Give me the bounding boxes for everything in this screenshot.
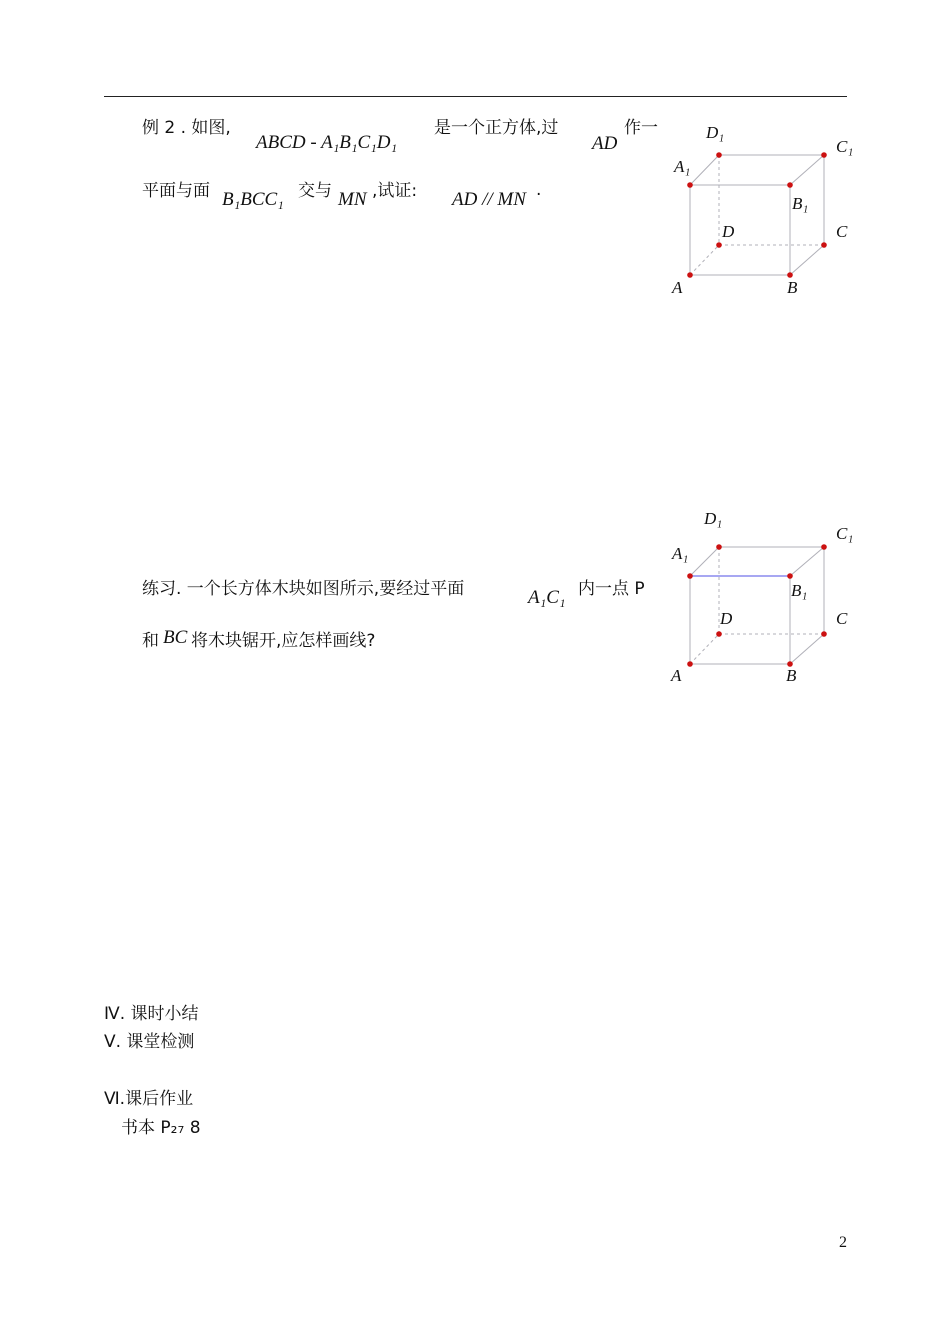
header-rule <box>104 96 847 97</box>
example2-line2: 平面与面 <box>142 181 210 201</box>
edge-B1C1 <box>790 155 824 185</box>
vertex-A <box>687 661 693 667</box>
example2-make: 作一 <box>624 118 658 138</box>
vertex-A1 <box>687 573 693 579</box>
example2-intersect: 交与 <box>298 181 332 201</box>
edge-B1C1 <box>790 547 824 576</box>
exercise-rest: 将木块锯开,应怎样画线? <box>191 631 376 651</box>
edge-A1D1 <box>690 547 719 576</box>
label-D1: D₁ <box>706 123 725 142</box>
edge-BC <box>790 245 824 275</box>
label-A1: A₁ <box>672 544 689 563</box>
claim: AD // MN <box>452 189 526 210</box>
segment-MN: MN <box>338 189 367 210</box>
vertex-B <box>787 272 793 278</box>
section-check: Ⅴ. 课堂检测 <box>104 1032 195 1052</box>
page-number: 2 <box>839 1234 847 1251</box>
label-B1: B₁ <box>792 194 809 213</box>
vertex-A1 <box>687 182 693 188</box>
exercise-and: 和 <box>142 631 159 651</box>
label-C1: C₁ <box>836 137 854 156</box>
vertex-D <box>716 242 722 248</box>
vertex-D <box>716 631 722 637</box>
homework-detail: 书本 P₂₇ 8 <box>121 1118 201 1138</box>
section-summary: Ⅳ. 课时小结 <box>104 1004 199 1024</box>
edge-AD-hidden <box>690 634 719 664</box>
vertex-C1 <box>821 152 827 158</box>
vertex-D1 <box>716 152 722 158</box>
example2-lead: 例 2 . 如图, <box>142 118 231 138</box>
label-B: B <box>786 666 797 685</box>
edge-BC <box>790 634 824 664</box>
edge-AD-hidden <box>690 245 719 275</box>
exercise-inner: 内一点 P <box>578 579 645 599</box>
label-C: C <box>836 609 848 628</box>
edge-A1D1 <box>690 155 719 185</box>
label-A: A <box>671 666 682 685</box>
label-A1: A₁ <box>674 157 691 176</box>
face-name: B₁BCC₁ <box>222 189 284 210</box>
label-C1: C₁ <box>836 524 854 543</box>
vertex-B1 <box>787 182 793 188</box>
vertex-C1 <box>821 544 827 550</box>
example2-is-cube: 是一个正方体,过 <box>434 118 559 138</box>
label-C: C <box>836 222 848 241</box>
segment-AD: AD <box>592 133 618 154</box>
exercise-lead: 练习. 一个长方体木块如图所示,要经过平面 <box>142 579 465 599</box>
vertex-D1 <box>716 544 722 550</box>
label-B1: B₁ <box>791 581 808 600</box>
vertex-A <box>687 272 693 278</box>
cube-figure-2 <box>670 509 854 692</box>
label-A: A <box>672 278 683 297</box>
label-D: D <box>720 609 733 628</box>
plane-name: A₁C₁ <box>528 587 566 608</box>
segment-BC: BC <box>163 627 188 648</box>
example2-period: . <box>536 180 542 200</box>
label-D1: D₁ <box>704 509 723 528</box>
vertex-B1 <box>787 573 793 579</box>
cube-figure-1 <box>670 120 854 300</box>
vertex-C <box>821 631 827 637</box>
label-D: D <box>722 222 735 241</box>
vertex-C <box>821 242 827 248</box>
cube-name: ABCD - A₁B₁C₁D₁ <box>256 132 398 153</box>
example2-prove: ,试证: <box>372 181 418 201</box>
label-B: B <box>787 278 798 297</box>
section-homework: Ⅵ.课后作业 <box>104 1089 194 1109</box>
